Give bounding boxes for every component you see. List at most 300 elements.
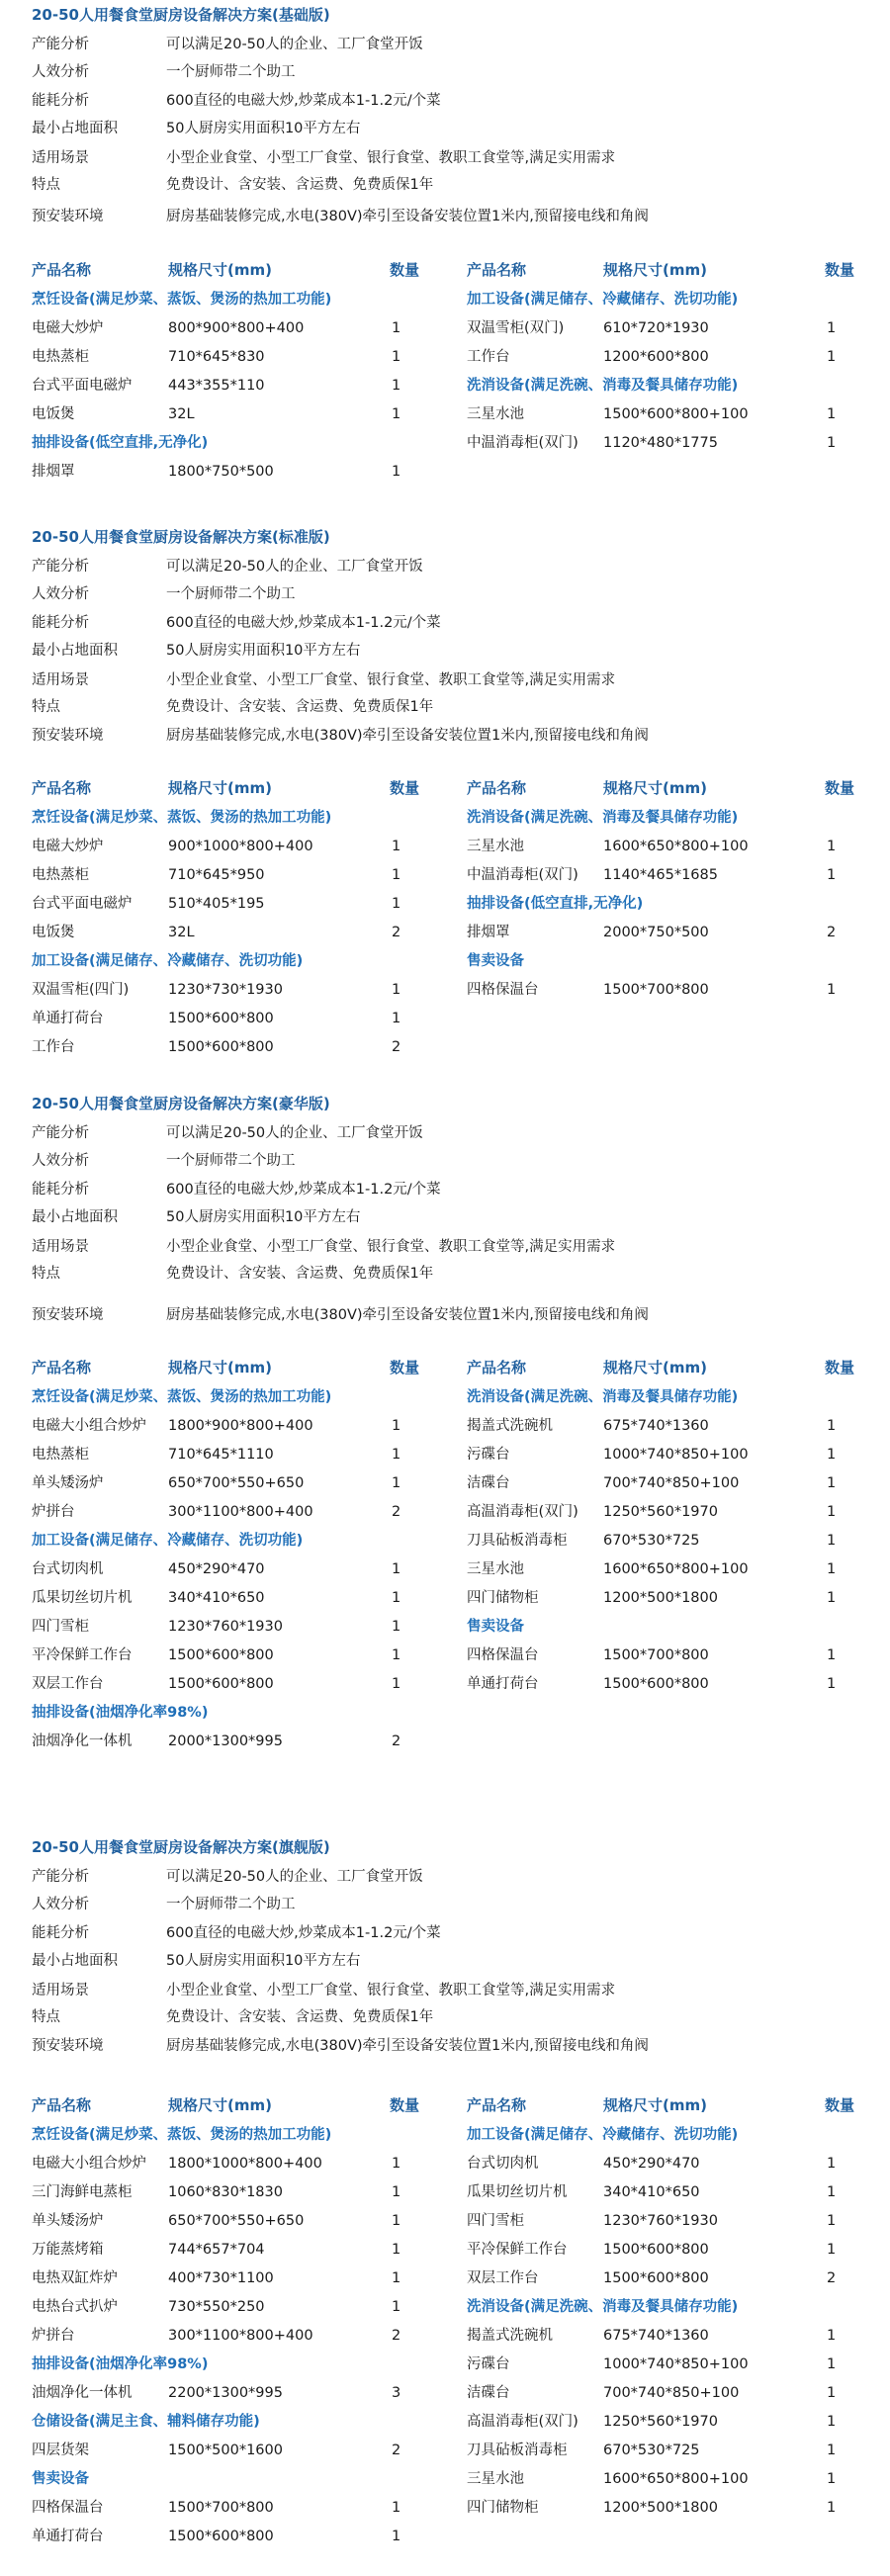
info-label: 特点 (32, 177, 60, 193)
category-label: 洗消设备(满足洗碗、消毒及餐具储存功能) (467, 1389, 739, 1405)
product-name: 三星水池 (467, 2471, 524, 2487)
info-row-area (32, 636, 862, 666)
info-row-feature (32, 692, 862, 722)
product-qty: 1 (827, 1447, 837, 1463)
product-spec: 1000*740*850+100 (603, 2356, 749, 2372)
product-spec: 510*405*195 (168, 896, 265, 912)
product-name: 台式平面电磁炉 (32, 378, 133, 394)
product-name: 中温消毒柜(双门) (467, 435, 578, 451)
product-qty: 1 (392, 1011, 401, 1026)
product-spec: 800*900*800+400 (168, 320, 305, 336)
table-row (467, 2321, 862, 2351)
product-name: 单头矮汤炉 (32, 2213, 104, 2229)
product-qty: 1 (827, 2356, 837, 2372)
table-row (467, 2464, 862, 2494)
info-value: 一个厨师带二个助工 (166, 1897, 296, 1912)
product-spec: 32L (168, 406, 195, 422)
solution-section (0, 4, 890, 518)
info-value: 小型企业食堂、小型工厂食堂、银行食堂、教职工食堂等,满足实用需求 (166, 672, 616, 688)
product-spec: 1500*600*800 (603, 1676, 709, 1692)
product-spec: 1500*600*800+100 (603, 406, 749, 422)
header-name: 产品名称 (467, 779, 527, 797)
table-header-right (467, 774, 862, 802)
product-name: 三星水池 (467, 839, 524, 854)
table-row (32, 1032, 427, 1062)
product-name: 炉拼台 (32, 1504, 75, 1520)
category-row (32, 1382, 427, 1412)
info-label: 适用场景 (32, 1239, 89, 1255)
info-row-capacity (32, 1118, 862, 1148)
category-label: 洗消设备(满足洗碗、消毒及餐具储存功能) (467, 378, 739, 394)
product-spec: 340*410*650 (603, 2184, 700, 2200)
header-name: 产品名称 (32, 261, 92, 279)
category-label: 加工设备(满足储存、冷藏储存、洗切功能) (467, 2127, 739, 2143)
product-name: 双层工作台 (467, 2270, 539, 2286)
product-spec: 1140*465*1685 (603, 867, 718, 883)
category-row (467, 285, 862, 314)
category-row (467, 803, 862, 833)
info-row-scene (32, 143, 862, 173)
product-qty: 1 (392, 1561, 401, 1577)
category-label: 烹饪设备(满足炒菜、蒸饭、煲汤的热加工功能) (32, 292, 332, 308)
info-row-environment (32, 721, 862, 751)
table-row (32, 860, 427, 890)
product-name: 四门雪柜 (467, 2213, 524, 2229)
header-name: 产品名称 (467, 2096, 527, 2114)
product-qty: 1 (827, 2443, 837, 2458)
product-qty: 1 (827, 1418, 837, 1434)
category-row (467, 2120, 862, 2150)
category-row (467, 889, 862, 919)
product-qty: 1 (827, 1561, 837, 1577)
category-label: 售卖设备 (467, 1619, 524, 1635)
table-row (32, 457, 427, 487)
product-spec: 1600*650*800+100 (603, 1561, 749, 1577)
info-label: 产能分析 (32, 559, 89, 575)
product-spec: 710*645*950 (168, 867, 265, 883)
table-row (32, 313, 427, 343)
product-name: 瓜果切丝切片机 (32, 1590, 133, 1606)
product-qty: 1 (827, 2385, 837, 2401)
header-qty: 数量 (825, 1359, 855, 1377)
info-row-staff (32, 1890, 862, 1919)
info-label: 能耗分析 (32, 1925, 89, 1941)
product-qty: 1 (392, 349, 401, 365)
table-row (32, 1554, 427, 1584)
product-spec: 400*730*1100 (168, 2270, 274, 2286)
info-value: 可以满足20-50人的企业、工厂食堂开饭 (166, 37, 423, 52)
table-row (467, 1497, 862, 1527)
category-label: 售卖设备 (467, 953, 524, 969)
info-value: 免费设计、含安装、含运费、免费质保1年 (166, 699, 434, 715)
category-label: 烹饪设备(满足炒菜、蒸饭、煲汤的热加工功能) (32, 810, 332, 826)
product-name: 电热蒸柜 (32, 867, 89, 883)
product-spec: 300*1100*800+400 (168, 2328, 313, 2344)
product-spec: 340*410*650 (168, 1590, 265, 1606)
product-qty: 2 (392, 1504, 401, 1520)
table-row (467, 342, 862, 372)
solution-section (0, 1836, 890, 2544)
info-row-environment (32, 2031, 862, 2061)
product-spec: 1500*600*800 (603, 2242, 709, 2258)
header-qty: 数量 (390, 2096, 420, 2114)
product-spec: 1230*730*1930 (168, 982, 283, 998)
product-spec: 675*740*1360 (603, 1418, 709, 1434)
info-value: 厨房基础装修完成,水电(380V)牵引至设备安装位置1米内,预留接电线和角阀 (166, 1307, 649, 1323)
product-qty: 1 (392, 320, 401, 336)
info-label: 能耗分析 (32, 615, 89, 631)
solution-section (0, 526, 890, 1055)
solution-section (0, 1093, 890, 1749)
header-spec: 规格尺寸(mm) (168, 779, 272, 797)
info-label: 人效分析 (32, 1897, 89, 1912)
header-spec: 规格尺寸(mm) (603, 1359, 707, 1377)
info-value: 一个厨师带二个助工 (166, 64, 296, 80)
table-row (32, 2235, 427, 2265)
info-value: 600直径的电磁大炒,炒菜成本1-1.2元/个菜 (166, 615, 441, 631)
info-value: 厨房基础装修完成,水电(380V)牵引至设备安装位置1米内,预留接电线和角阀 (166, 2038, 649, 2054)
table-row (32, 1727, 427, 1756)
product-spec: 1120*480*1775 (603, 435, 718, 451)
category-label: 加工设备(满足储存、冷藏储存、洗切功能) (467, 292, 739, 308)
product-spec: 1250*560*1970 (603, 1504, 718, 1520)
product-qty: 1 (827, 867, 837, 883)
product-spec: 650*700*550+650 (168, 2213, 305, 2229)
info-label: 最小占地面积 (32, 1953, 118, 1969)
product-spec: 1230*760*1930 (168, 1619, 283, 1635)
category-label: 抽排设备(油烟净化率98%) (32, 2356, 209, 2372)
product-qty: 1 (392, 1619, 401, 1635)
info-label: 适用场景 (32, 672, 89, 688)
info-row-staff (32, 57, 862, 87)
product-name: 中温消毒柜(双门) (467, 867, 578, 883)
product-spec: 670*530*725 (603, 1533, 700, 1549)
product-qty: 1 (827, 982, 837, 998)
info-value: 厨房基础装修完成,水电(380V)牵引至设备安装位置1米内,预留接电线和角阀 (166, 728, 649, 744)
table-row (467, 1440, 862, 1469)
product-name: 电热蒸柜 (32, 349, 89, 365)
product-name: 电磁大小组合炒炉 (32, 1418, 146, 1434)
product-name: 揭盖式洗碗机 (467, 1418, 553, 1434)
info-row-environment (32, 1300, 862, 1330)
product-name: 洁碟台 (467, 1475, 510, 1491)
table-row (32, 371, 427, 400)
table-header-left (32, 1354, 427, 1381)
table-row (32, 1468, 427, 1498)
table-row (32, 889, 427, 919)
product-qty: 1 (392, 896, 401, 912)
category-label: 仓储设备(满足主食、辅料储存功能) (32, 2414, 260, 2430)
category-label: 烹饪设备(满足炒菜、蒸饭、煲汤的热加工功能) (32, 1389, 332, 1405)
table-row (32, 2177, 427, 2207)
product-spec: 1200*500*1800 (603, 2500, 718, 2516)
table-header-right (467, 2091, 862, 2119)
info-label: 最小占地面积 (32, 643, 118, 659)
product-qty: 1 (827, 2414, 837, 2430)
product-spec: 675*740*1360 (603, 2328, 709, 2344)
header-qty: 数量 (825, 261, 855, 279)
product-qty: 1 (827, 839, 837, 854)
product-name: 平冷保鲜工作台 (32, 1647, 133, 1663)
table-row (467, 918, 862, 947)
table-header-left (32, 774, 427, 802)
table-row (32, 2264, 427, 2293)
header-name: 产品名称 (467, 261, 527, 279)
category-label: 加工设备(满足储存、冷藏储存、洗切功能) (32, 953, 304, 969)
product-qty: 1 (392, 2213, 401, 2229)
info-row-area (32, 1202, 862, 1232)
product-name: 排烟罩 (467, 925, 510, 940)
product-spec: 710*645*830 (168, 349, 265, 365)
table-row (467, 313, 862, 343)
info-value: 600直径的电磁大炒,炒菜成本1-1.2元/个菜 (166, 1925, 441, 1941)
info-label: 特点 (32, 699, 60, 715)
info-row-energy (32, 1175, 862, 1204)
category-label: 洗消设备(满足洗碗、消毒及餐具储存功能) (467, 810, 739, 826)
product-name: 电热双缸炸炉 (32, 2270, 118, 2286)
section-title: 20-50人用餐食堂厨房设备解决方案(基础版) (32, 6, 330, 24)
product-qty: 1 (827, 2184, 837, 2200)
table-header-left (32, 256, 427, 284)
product-spec: 1800*1000*800+400 (168, 2156, 322, 2172)
product-spec: 1250*560*1970 (603, 2414, 718, 2430)
table-row (467, 832, 862, 861)
category-row (32, 803, 427, 833)
product-spec: 300*1100*800+400 (168, 1504, 313, 1520)
product-name: 台式切肉机 (32, 1561, 104, 1577)
product-spec: 710*645*1110 (168, 1447, 274, 1463)
product-qty: 1 (392, 2529, 401, 2544)
table-row (32, 1669, 427, 1699)
table-row (467, 2206, 862, 2236)
category-row (467, 946, 862, 976)
info-row-feature (32, 2002, 862, 2032)
table-row (467, 2264, 862, 2293)
info-label: 产能分析 (32, 37, 89, 52)
table-row (32, 1411, 427, 1441)
info-label: 最小占地面积 (32, 121, 118, 136)
table-row (467, 1669, 862, 1699)
product-name: 揭盖式洗碗机 (467, 2328, 553, 2344)
info-row-capacity (32, 30, 862, 59)
product-qty: 1 (827, 1533, 837, 1549)
product-spec: 1500*700*800 (603, 1647, 709, 1663)
category-row (32, 428, 427, 458)
table-row (467, 860, 862, 890)
product-spec: 32L (168, 925, 195, 940)
product-qty: 2 (392, 2328, 401, 2344)
category-row (32, 2350, 427, 2379)
table-row (32, 2321, 427, 2351)
product-spec: 1800*900*800+400 (168, 1418, 313, 1434)
product-qty: 1 (827, 435, 837, 451)
product-name: 瓜果切丝切片机 (467, 2184, 568, 2200)
info-value: 小型企业食堂、小型工厂食堂、银行食堂、教职工食堂等,满足实用需求 (166, 1239, 616, 1255)
info-value: 免费设计、含安装、含运费、免费质保1年 (166, 1266, 434, 1282)
product-name: 双温雪柜(双门) (467, 320, 565, 336)
product-qty: 1 (392, 1418, 401, 1434)
product-qty: 2 (827, 2270, 837, 2286)
product-spec: 700*740*850+100 (603, 2385, 740, 2401)
table-row (32, 1641, 427, 1670)
product-name: 电热蒸柜 (32, 1447, 89, 1463)
category-label: 烹饪设备(满足炒菜、蒸饭、煲汤的热加工功能) (32, 2127, 332, 2143)
category-row (467, 1612, 862, 1642)
product-name: 工作台 (467, 349, 510, 365)
table-row (467, 1411, 862, 1441)
product-qty: 1 (392, 1475, 401, 1491)
info-row-area (32, 1946, 862, 1976)
product-qty: 1 (392, 2270, 401, 2286)
product-spec: 1500*600*800 (168, 1647, 274, 1663)
header-spec: 规格尺寸(mm) (168, 2096, 272, 2114)
category-row (467, 2292, 862, 2322)
product-name: 双温雪柜(四门) (32, 982, 130, 998)
product-qty: 1 (827, 1590, 837, 1606)
product-name: 高温消毒柜(双门) (467, 1504, 578, 1520)
info-value: 小型企业食堂、小型工厂食堂、银行食堂、教职工食堂等,满足实用需求 (166, 1983, 616, 1999)
product-name: 四格保温台 (467, 1647, 539, 1663)
section-title: 20-50人用餐食堂厨房设备解决方案(豪华版) (32, 1095, 330, 1112)
table-row (32, 2378, 427, 2408)
table-row (32, 2493, 427, 2523)
product-spec: 670*530*725 (603, 2443, 700, 2458)
info-value: 50人厨房实用面积10平方左右 (166, 1953, 361, 1969)
table-row (32, 832, 427, 861)
product-name: 电饭煲 (32, 406, 75, 422)
product-name: 三星水池 (467, 1561, 524, 1577)
info-value: 一个厨师带二个助工 (166, 586, 296, 602)
category-row (32, 2120, 427, 2150)
table-row (32, 975, 427, 1005)
info-row-area (32, 114, 862, 143)
table-row (32, 342, 427, 372)
product-name: 污碟台 (467, 2356, 510, 2372)
table-header-left (32, 2091, 427, 2119)
info-label: 人效分析 (32, 1153, 89, 1169)
product-qty: 1 (827, 2328, 837, 2344)
product-name: 四门储物柜 (467, 1590, 539, 1606)
info-label: 预安装环境 (32, 1307, 104, 1323)
product-spec: 1500*600*800 (603, 2270, 709, 2286)
product-spec: 2000*1300*995 (168, 1733, 283, 1749)
table-row (467, 428, 862, 458)
info-label: 能耗分析 (32, 93, 89, 109)
product-qty: 1 (392, 2299, 401, 2315)
table-row (467, 1468, 862, 1498)
product-qty: 1 (392, 2242, 401, 2258)
info-label: 能耗分析 (32, 1182, 89, 1198)
product-spec: 1200*600*800 (603, 349, 709, 365)
table-row (467, 1583, 862, 1613)
info-row-energy (32, 1918, 862, 1948)
product-spec: 1800*750*500 (168, 464, 274, 480)
product-qty: 1 (827, 349, 837, 365)
table-row (467, 2436, 862, 2465)
product-name: 工作台 (32, 1039, 75, 1055)
header-name: 产品名称 (32, 2096, 92, 2114)
product-qty: 1 (827, 1647, 837, 1663)
product-qty: 1 (827, 1676, 837, 1692)
table-row (467, 2149, 862, 2178)
product-name: 电磁大炒炉 (32, 320, 104, 336)
product-spec: 450*290*470 (603, 2156, 700, 2172)
info-value: 免费设计、含安装、含运费、免费质保1年 (166, 2009, 434, 2025)
product-name: 电热台式扒炉 (32, 2299, 118, 2315)
table-row (467, 2177, 862, 2207)
info-label: 预安装环境 (32, 209, 104, 224)
product-qty: 1 (827, 2500, 837, 2516)
product-qty: 2 (392, 925, 401, 940)
header-spec: 规格尺寸(mm) (603, 2096, 707, 2114)
product-name: 四门雪柜 (32, 1619, 89, 1635)
product-qty: 1 (392, 378, 401, 394)
product-qty: 1 (392, 406, 401, 422)
header-spec: 规格尺寸(mm) (168, 1359, 272, 1377)
table-row (467, 2493, 862, 2523)
info-row-staff (32, 1146, 862, 1176)
product-qty: 1 (392, 1676, 401, 1692)
table-row (32, 1497, 427, 1527)
table-row (32, 2292, 427, 2322)
product-spec: 1600*650*800+100 (603, 2471, 749, 2487)
table-row (467, 2407, 862, 2437)
product-name: 万能蒸烤箱 (32, 2242, 104, 2258)
info-label: 预安装环境 (32, 2038, 104, 2054)
product-name: 四门储物柜 (467, 2500, 539, 2516)
product-spec: 1000*740*850+100 (603, 1447, 749, 1463)
info-row-feature (32, 170, 862, 200)
product-name: 排烟罩 (32, 464, 75, 480)
info-row-energy (32, 608, 862, 638)
product-qty: 1 (392, 839, 401, 854)
info-value: 600直径的电磁大炒,炒菜成本1-1.2元/个菜 (166, 93, 441, 109)
product-name: 单头矮汤炉 (32, 1475, 104, 1491)
info-label: 特点 (32, 1266, 60, 1282)
table-row (467, 2350, 862, 2379)
product-qty: 1 (827, 1475, 837, 1491)
info-value: 50人厨房实用面积10平方左右 (166, 643, 361, 659)
category-row (467, 371, 862, 400)
product-spec: 1500*700*800 (168, 2500, 274, 2516)
info-value: 可以满足20-50人的企业、工厂食堂开饭 (166, 559, 423, 575)
header-spec: 规格尺寸(mm) (168, 261, 272, 279)
table-row (467, 2235, 862, 2265)
category-label: 抽排设备(低空直排,无净化) (32, 435, 209, 451)
header-name: 产品名称 (32, 1359, 92, 1377)
category-label: 售卖设备 (32, 2471, 89, 2487)
product-qty: 1 (392, 2500, 401, 2516)
info-label: 适用场景 (32, 150, 89, 166)
product-name: 油烟净化一体机 (32, 1733, 133, 1749)
product-qty: 1 (827, 2156, 837, 2172)
table-row (32, 2206, 427, 2236)
product-spec: 744*657*704 (168, 2242, 265, 2258)
product-spec: 730*550*250 (168, 2299, 265, 2315)
product-name: 台式平面电磁炉 (32, 896, 133, 912)
product-spec: 650*700*550+650 (168, 1475, 305, 1491)
product-qty: 2 (392, 1733, 401, 1749)
product-name: 电磁大小组合炒炉 (32, 2156, 146, 2172)
info-value: 可以满足20-50人的企业、工厂食堂开饭 (166, 1125, 423, 1141)
product-qty: 1 (827, 2213, 837, 2229)
header-name: 产品名称 (467, 1359, 527, 1377)
product-spec: 450*290*470 (168, 1561, 265, 1577)
product-spec: 2200*1300*995 (168, 2385, 283, 2401)
category-label: 抽排设备(低空直排,无净化) (467, 896, 644, 912)
product-name: 台式切肉机 (467, 2156, 539, 2172)
product-name: 高温消毒柜(双门) (467, 2414, 578, 2430)
